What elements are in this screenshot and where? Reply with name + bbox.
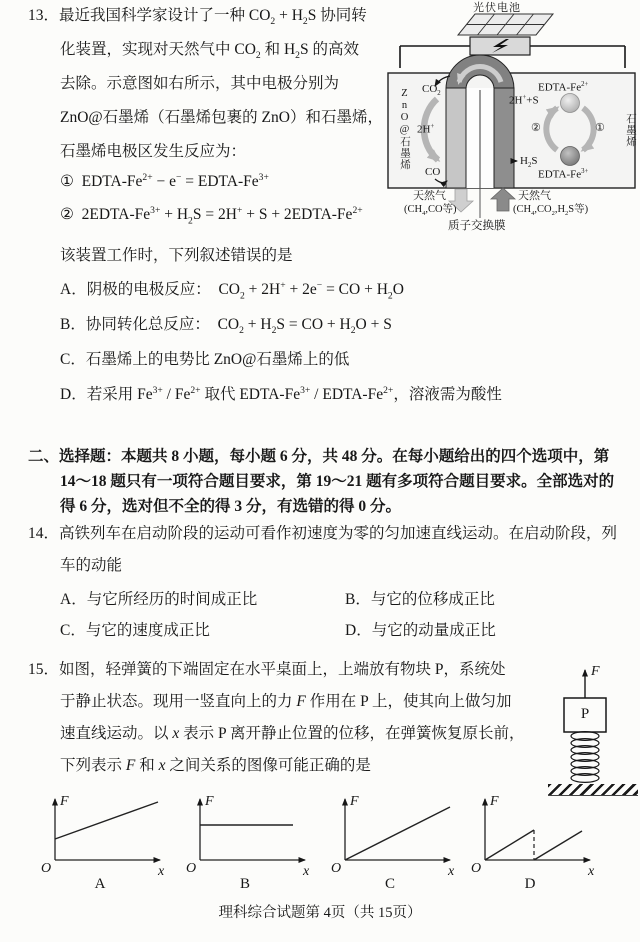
q14-option-c: C．与它的速度成正比 bbox=[60, 622, 210, 639]
graph-letter: C bbox=[384, 876, 395, 892]
q13-option-d: D．若采用 $Fe^{3+} / Fe^{2+}$ 取代 EDTA-$Fe^{3+}$ / EDTA-$Fe^{2+}$，溶液需为酸性 bbox=[60, 385, 502, 404]
left-electrode-label: ZnO@石墨烯 bbox=[399, 87, 410, 171]
gas-out-title: 天然气 bbox=[413, 190, 446, 202]
graph-a-line bbox=[55, 802, 158, 839]
graph-option-c bbox=[328, 792, 478, 892]
right-electrode-label: 石墨烯 bbox=[625, 112, 636, 148]
q13-option-c: C．石墨烯上的电势比 ZnO@石墨烯上的低 bbox=[60, 351, 350, 368]
edta-fe3-label: EDTA-$Fe^{3+}$ bbox=[538, 168, 589, 181]
co-label: CO bbox=[425, 166, 441, 178]
q13-line-2: 化装置，实现对天然气中 $CO_2$ 和 $H_2S$ 的高效 bbox=[60, 41, 359, 62]
f-axis-label: F bbox=[490, 794, 499, 809]
x-axis-label: x bbox=[448, 864, 455, 879]
fe2-sphere-icon bbox=[561, 94, 580, 113]
q14-line-2: 车的动能 bbox=[60, 557, 123, 574]
spring-figure-graphics bbox=[548, 660, 640, 800]
gas-in-sub: ($CH_4,CO_2,H_2S$等) bbox=[513, 204, 589, 218]
step2-badge: ② bbox=[531, 122, 541, 134]
origin-label: O bbox=[471, 861, 482, 876]
x-axis-label: x bbox=[588, 864, 595, 879]
x-axis-label: x bbox=[303, 864, 310, 879]
battery-icon bbox=[470, 37, 530, 55]
q14-option-a: A．与它所经历的时间成正比 bbox=[60, 591, 258, 608]
gas-in-title: 天然气 bbox=[518, 190, 551, 202]
q15-line-2: 于静止状态。现用一竖直向上的力 F 作用在 P 上，使其向上做匀加 bbox=[60, 693, 512, 710]
q13-equation-1: ① EDTA-$Fe^{2+} - e^-$ = EDTA-$Fe^{3+}$ bbox=[60, 172, 269, 191]
origin-label: O bbox=[331, 861, 342, 876]
q14-line-1: 14．高铁列车在启动阶段的运动可看作初速度为零的匀加速直线运动。在启动阶段，列 bbox=[28, 525, 618, 542]
q15-line-3: 速直线运动。以 x 表示 P 离开静止位置的位移，在弹簧恢复原长前， bbox=[60, 725, 525, 742]
step1-badge: ① bbox=[595, 122, 605, 134]
section2-line-1: 二、选择题：本题共 8 小题，每小题 6 分，共 48 分。在每小题给出的四个选项中，第 bbox=[28, 448, 610, 465]
pv-cell-label: 光伏电池 bbox=[473, 2, 521, 14]
graph-option-b bbox=[183, 792, 333, 892]
q13-stem: 该装置工作时，下列叙述错误的是 bbox=[60, 247, 293, 264]
cell-diagram bbox=[385, 2, 638, 232]
q13-line-5: 石墨烯电极区发生反应为： bbox=[60, 143, 247, 160]
gas-out-sub: ($CH_4,CO$等) bbox=[404, 204, 457, 218]
fe3-sphere-icon bbox=[561, 147, 580, 166]
spring-figure bbox=[548, 660, 640, 800]
graph-d-line1 bbox=[485, 830, 534, 860]
x-axis-label: x bbox=[158, 864, 165, 879]
u-tube-left-leg bbox=[446, 88, 466, 188]
f-axis-label: F bbox=[205, 794, 214, 809]
section2-line-2: 14～18 题只有一项符合题目要求，第 19～21 题有多项符合题目要求。全部选对的 bbox=[60, 473, 615, 490]
f-axis-label: F bbox=[350, 794, 359, 809]
graph-letter: A bbox=[94, 876, 106, 892]
q14-option-b: B．与它的位移成正比 bbox=[345, 591, 495, 608]
page-footer: 理科综合试题第 4页（共 15页） bbox=[218, 905, 422, 921]
q13-option-a: A．阴极的电极反应： $CO_2 + 2H^+ + 2e^-$ = CO + $H_2O$ bbox=[60, 280, 404, 302]
q13-line-4: ZnO@石墨烯（石墨烯包裹的 ZnO）和石墨烯， bbox=[60, 109, 383, 126]
q13-line-1: 13．最近我国科学家设计了一种 $CO_2 + H_2S$ 协同转 bbox=[28, 7, 367, 28]
origin-label: O bbox=[41, 861, 52, 876]
h-plus-label: 2H+ bbox=[417, 123, 435, 136]
block-label: P bbox=[580, 706, 590, 722]
graph-c-line bbox=[345, 807, 450, 860]
f-axis-label: F bbox=[60, 794, 69, 809]
graph-d-line2 bbox=[534, 831, 582, 860]
q13-line-3: 去除。示意图如右所示，其中电极分别为 bbox=[60, 75, 340, 92]
edta-fe2-label: EDTA-$Fe^{2+}$ bbox=[538, 81, 589, 94]
h2s-label: $H_2S$ bbox=[520, 155, 538, 170]
q13-equation-2: ② $2EDTA-Fe^{3+} + H_2S = 2H^+ + S$ + $2EDTA-Fe^{2+}$ bbox=[60, 205, 363, 227]
q14-option-d: D．与它的动量成正比 bbox=[345, 622, 496, 639]
co2-label: $CO_2$ bbox=[422, 83, 441, 98]
graph-option-a bbox=[38, 792, 188, 892]
gas-in-arrow-icon bbox=[491, 188, 515, 211]
spring-coil-icon bbox=[571, 732, 599, 783]
graph-letter: D bbox=[524, 876, 536, 892]
graph-letter: B bbox=[239, 876, 250, 892]
force-label: F bbox=[591, 664, 600, 679]
section2-line-3: 得 6 分，选对但不全的得 3 分，有选错的得 0 分。 bbox=[60, 498, 402, 515]
origin-label: O bbox=[186, 861, 197, 876]
q13-option-b: B．协同转化总反应： $CO_2 + H_2S$ = CO + $H_2O + S$ bbox=[60, 316, 392, 337]
h-plus-s-label: 2H++S bbox=[509, 94, 539, 107]
solar-panel-icon bbox=[458, 14, 553, 35]
graph-option-d bbox=[468, 792, 618, 892]
membrane-label: 质子交换膜 bbox=[448, 220, 506, 232]
q15-line-1: 15．如图，轻弹簧的下端固定在水平桌面上，上端放有物块 P，系统处 bbox=[28, 661, 506, 678]
q15-line-4: 下列表示 F 和 x 之间关系的图像可能正确的是 bbox=[60, 757, 371, 774]
